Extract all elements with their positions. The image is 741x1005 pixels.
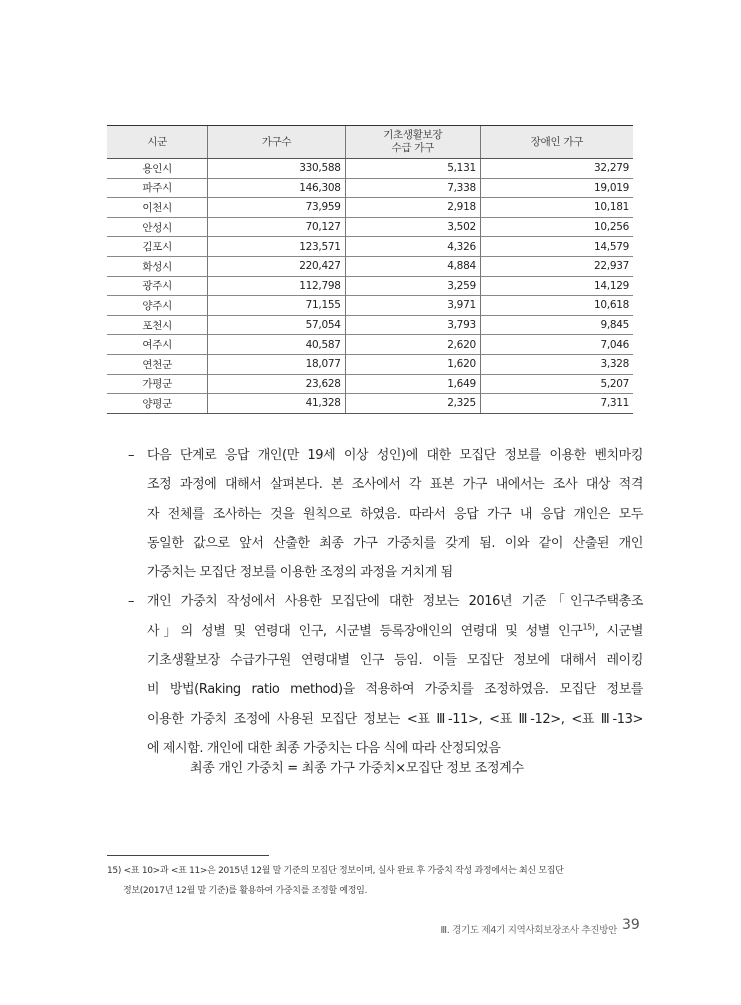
footnote-line: 정보(2017년 12월 말 기준)를 활용하여 가중치를 조정할 예정임.: [123, 886, 368, 896]
table-row: [107, 237, 633, 257]
table-body: [107, 159, 633, 414]
table-cell-city: 화성시: [107, 256, 208, 276]
text-line: 이용한 가중치 조정에 사용된 모집단 정보는 <표 Ⅲ-11>, <표 Ⅲ-12>, <표 Ⅲ-13>: [147, 711, 643, 727]
table-row: [107, 198, 633, 218]
footnote-line: 15) <표 10>과 <표 11>은 2015년 12월 말 기준의 모집단 정보이며, 실사 완료 후 가중치 작성 과정에서는 최신 모집단: [107, 866, 564, 876]
table-row: [107, 159, 633, 179]
table-row: [107, 394, 633, 414]
table-cell-value: 18,077: [208, 354, 345, 374]
table-cell-value: 1,620: [345, 354, 480, 374]
header-households: 가구수: [208, 126, 345, 159]
table-cell-city: 연천군: [107, 354, 208, 374]
table-cell-value: 10,181: [480, 198, 633, 218]
table-cell-value: 3,328: [480, 354, 633, 374]
table-cell-value: 22,937: [480, 256, 633, 276]
table-cell-value: 2,918: [345, 198, 480, 218]
table-cell-city: 포천시: [107, 315, 208, 335]
text-line: 가중치는 모집단 정보를 이용한 조정의 과정을 거치게 됨: [147, 565, 453, 581]
table-cell-city: 파주시: [107, 178, 208, 198]
table-cell-city: 이천시: [107, 198, 208, 218]
table-cell-city: 가평군: [107, 374, 208, 394]
table-row: [107, 374, 633, 394]
table-cell-value: 41,328: [208, 394, 345, 414]
table-cell-value: 330,588: [208, 159, 345, 179]
bullet-item-2: [128, 587, 643, 763]
table-cell-value: 10,256: [480, 217, 633, 237]
table-cell-value: 32,279: [480, 159, 633, 179]
table-cell-value: 1,649: [345, 374, 480, 394]
bullet-dash: –: [128, 594, 135, 610]
table-cell-value: 112,798: [208, 276, 345, 296]
table-cell-value: 5,207: [480, 374, 633, 394]
text-line-with-footnote: [147, 617, 643, 646]
table-cell-value: 5,131: [345, 159, 480, 179]
footnote-divider: [107, 855, 269, 856]
table-cell-value: 220,427: [208, 256, 345, 276]
text-line: 에 제시함. 개인에 대한 최종 가중치는 다음 식에 따라 산정되었음: [147, 740, 501, 756]
text-segment: , 시군별: [594, 623, 643, 639]
table-cell-city: 양평군: [107, 394, 208, 414]
bullet-text: [147, 441, 643, 587]
table-cell-value: 10,618: [480, 296, 633, 316]
table-cell-value: 123,571: [208, 237, 345, 257]
bullet-item-1: [128, 441, 643, 587]
header-basic-livelihood: [345, 126, 480, 159]
header-city: 시군: [107, 126, 208, 159]
table-cell-value: 3,259: [345, 276, 480, 296]
table-cell-city: 여주시: [107, 335, 208, 355]
bullet-text: [147, 587, 643, 763]
footnote-ref-15[interactable]: 15): [582, 622, 595, 632]
text-line: 동일한 값으로 앞서 산출한 최종 가구 가중치를 갖게 됨. 이와 같이 산출된 개인: [147, 535, 643, 551]
table-cell-value: 7,338: [345, 178, 480, 198]
table-cell-value: 70,127: [208, 217, 345, 237]
table-cell-value: 7,311: [480, 394, 633, 414]
text-line: 비 방법(Raking ratio method)을 적용하여 가중치를 조정하였음. 모집단 정보를: [147, 682, 643, 698]
table-row: [107, 335, 633, 355]
body-text: [128, 441, 643, 763]
text-segment: 사」의 성별 및 연령대 인구, 시군별 등록장애인의 연령대 및 성별 인구: [147, 623, 583, 639]
header-disabled-households: 장애인 가구: [480, 126, 633, 159]
table-cell-value: 73,959: [208, 198, 345, 218]
table-row: [107, 178, 633, 198]
table-cell-value: 4,326: [345, 237, 480, 257]
table-cell-city: 용인시: [107, 159, 208, 179]
table-cell-value: 19,019: [480, 178, 633, 198]
header-basic-livelihood-text: 기초생활보장 수급 가구: [383, 129, 443, 154]
table-cell-value: 57,054: [208, 315, 345, 335]
text-line: 자 전체를 조사하는 것을 원칙으로 하였음. 따라서 응답 가구 내 응답 개인은 모두: [147, 506, 643, 522]
table-cell-value: 14,579: [480, 237, 633, 257]
bullet-dash: –: [128, 448, 135, 463]
table-row: [107, 315, 633, 335]
text-line: 다음 단계로 응답 개인(만 19세 이상 성인)에 대한 모집단 정보를 이용한 벤치마킹: [147, 448, 643, 463]
footnote-15: [107, 861, 637, 901]
running-header: Ⅲ. 경기도 제4기 지역사회보장조사 추진방안: [440, 925, 617, 936]
table-cell-value: 146,308: [208, 178, 345, 198]
table-cell-city: 김포시: [107, 237, 208, 257]
table-cell-value: 4,884: [345, 256, 480, 276]
table-cell-value: 3,971: [345, 296, 480, 316]
table-cell-value: 3,502: [345, 217, 480, 237]
table-cell-city: 양주시: [107, 296, 208, 316]
table-header-row: [107, 126, 633, 159]
text-line: 개인 가중치 작성에서 사용한 모집단에 대한 정보는 2016년 기준「인구주택총조: [147, 594, 643, 610]
table-cell-value: 3,793: [345, 315, 480, 335]
table-cell-value: 40,587: [208, 335, 345, 355]
table-cell-city: 광주시: [107, 276, 208, 296]
table-cell-value: 14,129: [480, 276, 633, 296]
table-row: [107, 296, 633, 316]
table-row: [107, 276, 633, 296]
page-number: 39: [622, 917, 640, 933]
table-row: [107, 217, 633, 237]
text-line: 기초생활보장 수급가구원 연령대별 인구 등임. 이들 모집단 정보에 대해서 레이킹: [147, 653, 643, 669]
table-row: [107, 256, 633, 276]
weight-formula: 최종 개인 가중치 = 최종 가구 가중치×모집단 정보 조정계수: [190, 761, 524, 776]
table-cell-value: 2,325: [345, 394, 480, 414]
table-row: [107, 354, 633, 374]
table-cell-value: 23,628: [208, 374, 345, 394]
text-line: 조정 과정에 대해서 살펴본다. 본 조사에서 각 표본 가구 내에서는 조사 대상 적격: [147, 477, 643, 493]
table-cell-value: 9,845: [480, 315, 633, 335]
table-cell-value: 7,046: [480, 335, 633, 355]
household-stats-table: [107, 125, 633, 414]
table-cell-city: 안성시: [107, 217, 208, 237]
table-cell-value: 71,155: [208, 296, 345, 316]
table-cell-value: 2,620: [345, 335, 480, 355]
